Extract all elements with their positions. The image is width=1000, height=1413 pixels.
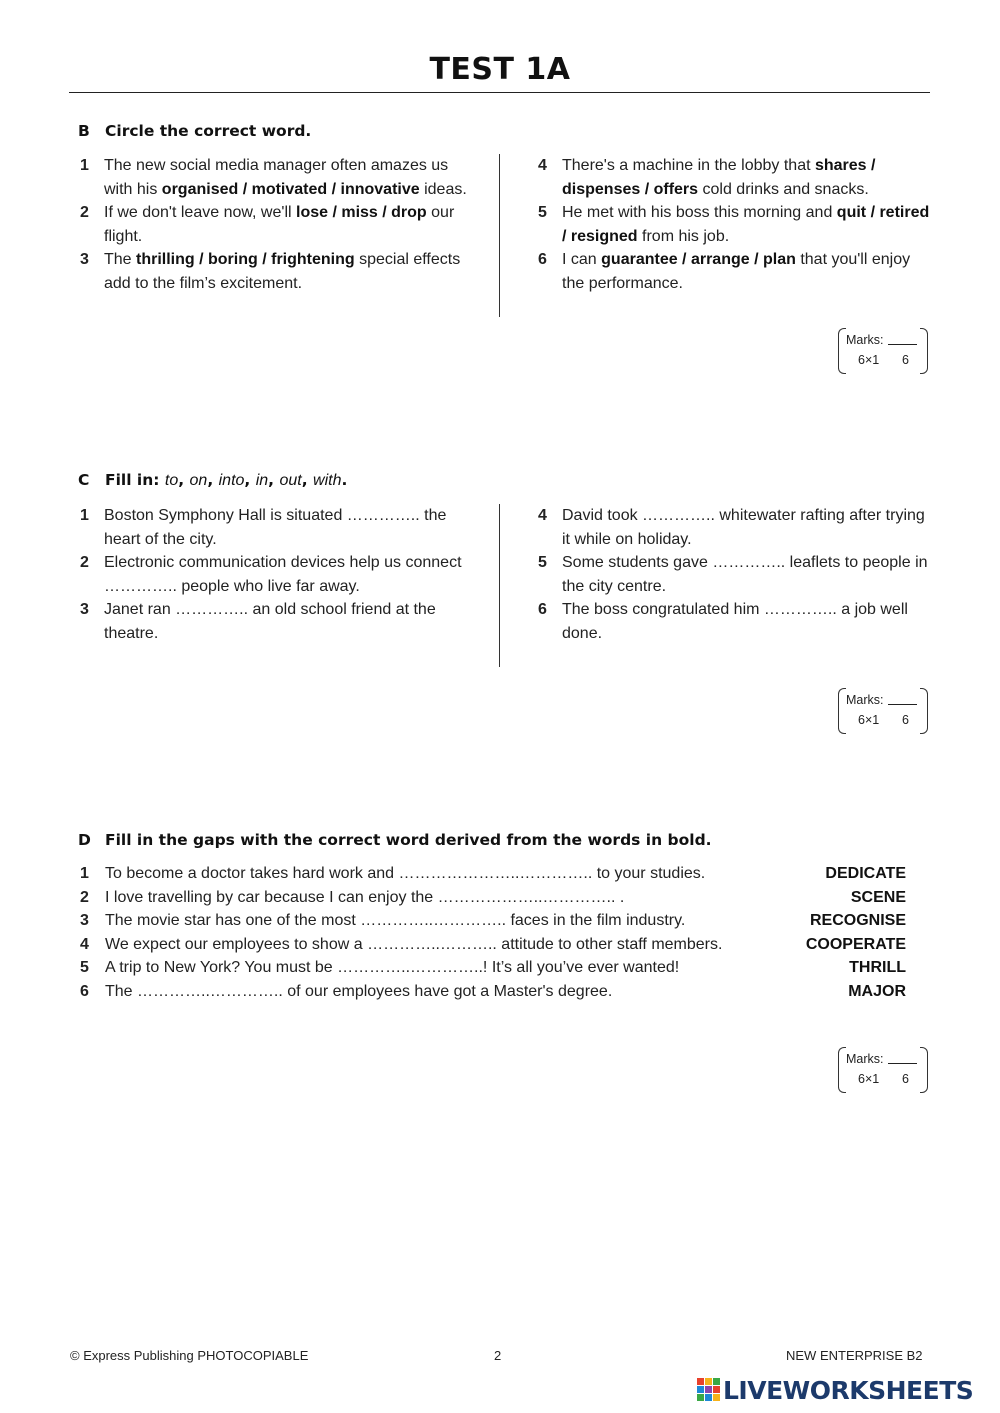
- stem-word: DEDICATE: [825, 865, 906, 882]
- section-b-item-1: 1 The new social media manager often amazes us with his organised / motivated / innovative ideas.: [80, 157, 467, 198]
- word-options[interactable]: organised / motivated / innovative: [161, 180, 420, 198]
- section-b-right-column: [536, 154, 931, 295]
- section-d-instruction: Fill in the gaps with the correct word derived from the words in bold.: [105, 831, 712, 849]
- footer-copyright: © Express Publishing PHOTOCOPIABLE: [70, 1348, 309, 1363]
- title-rule: [69, 92, 930, 93]
- footer-book-title: NEW ENTERPRISE B2: [786, 1348, 923, 1363]
- word-options[interactable]: quit / retired / resigned: [562, 204, 930, 245]
- section-b-heading: [78, 122, 311, 140]
- section-c-item-2: 2 Electronic communication devices help us connect ………….. people who live far away.: [80, 554, 462, 595]
- section-c-left-column: [78, 504, 473, 645]
- section-b-instruction: Circle the correct word.: [105, 122, 312, 140]
- section-b-item-3: 3 The thrilling / boring / frightening special effects add to the film’s excitement.: [80, 251, 461, 292]
- stem-word: RECOGNISE: [809, 912, 906, 930]
- section-b-left-column: [78, 154, 473, 295]
- footer-page-number: 2: [494, 1348, 502, 1363]
- section-b-item-4: 4 There's a machine in the lobby that shares / dispenses / offers cold drinks and snacks.: [538, 157, 876, 198]
- section-d-item-2: 2 I love travelling by car because I can enjoy the ………………..………….. . SCENE: [78, 886, 906, 910]
- section-c-instruction: Fill in:: [105, 471, 160, 489]
- word-options[interactable]: guarantee / arrange / plan: [601, 251, 796, 268]
- section-c-column-divider: [499, 504, 500, 667]
- section-c-right-column: [536, 504, 931, 645]
- section-b-item-5: 5 He met with his boss this morning and quit / retired / resigned from his job.: [538, 204, 930, 245]
- section-d-item-3: 3 The movie star has one of the most …………..………….. faces in the film industry. RECOGNISE: [78, 909, 906, 933]
- section-c-item-4: 4 David took ………….. whitewater rafting after trying it while on holiday.: [538, 507, 925, 548]
- liveworksheets-watermark[interactable]: [697, 1376, 973, 1406]
- section-d-item-4: 4 We expect our employees to show a …………..……….. attitude to other staff members. COOPERATE: [78, 933, 906, 957]
- section-b-marks-box: Marks: 6×1 6: [838, 328, 928, 374]
- word-options[interactable]: thrilling / boring / frightening: [136, 251, 355, 268]
- stem-word: SCENE: [850, 888, 906, 906]
- section-b-letter: B: [78, 122, 90, 140]
- section-c-item-3: 3 Janet ran ………….. an old school friend at the theatre.: [80, 601, 436, 642]
- section-d-item-5: 5 A trip to New York? You must be …………..…………..! It’s all you’ve ever wanted! THRILL: [78, 956, 906, 980]
- section-b-item-2: 2 If we don't leave now, we'll lose / miss / drop our flight.: [80, 204, 455, 245]
- word-options[interactable]: shares / dispenses / offers: [562, 157, 876, 198]
- stem-word: COOPERATE: [805, 935, 906, 953]
- section-b-item-6: 6 I can guarantee / arrange / plan that you'll enjoy the performance.: [538, 251, 911, 292]
- section-d-list: [78, 862, 906, 1004]
- section-d-marks-box: Marks: 6×1 6: [838, 1047, 928, 1093]
- liveworksheets-wordmark: LIVEWORKSHEETS: [723, 1376, 974, 1405]
- section-c-marks-box: Marks: 6×1 6: [838, 688, 928, 734]
- section-d-heading: [78, 831, 712, 849]
- section-d-letter: D: [78, 831, 91, 849]
- section-c-item-6: 6 The boss congratulated him ………….. a job well done.: [538, 601, 908, 642]
- section-c-heading: C Fill in: to, on, into, in, out, with.: [78, 471, 348, 489]
- section-c-item-1: 1 Boston Symphony Hall is situated ………….. the heart of the city.: [80, 507, 447, 548]
- section-d-item-6: 6 The …………..………….. of our employees have got a Master's degree. MAJOR: [78, 980, 906, 1004]
- liveworksheets-logo-icon: [697, 1378, 721, 1402]
- section-d-item-1: 1 To become a doctor takes hard work and …………………..………….. to your studies. DEDICATE: [78, 862, 906, 886]
- section-c-item-5: 5 Some students gave ………….. leaflets to people in the city centre.: [538, 554, 928, 595]
- section-b-column-divider: [499, 154, 500, 317]
- stem-word: MAJOR: [848, 982, 906, 1000]
- word-options[interactable]: lose / miss / drop: [296, 204, 427, 221]
- stem-word: THRILL: [849, 959, 906, 977]
- page-title: TEST 1A: [429, 52, 571, 87]
- section-c-letter: C: [78, 471, 90, 489]
